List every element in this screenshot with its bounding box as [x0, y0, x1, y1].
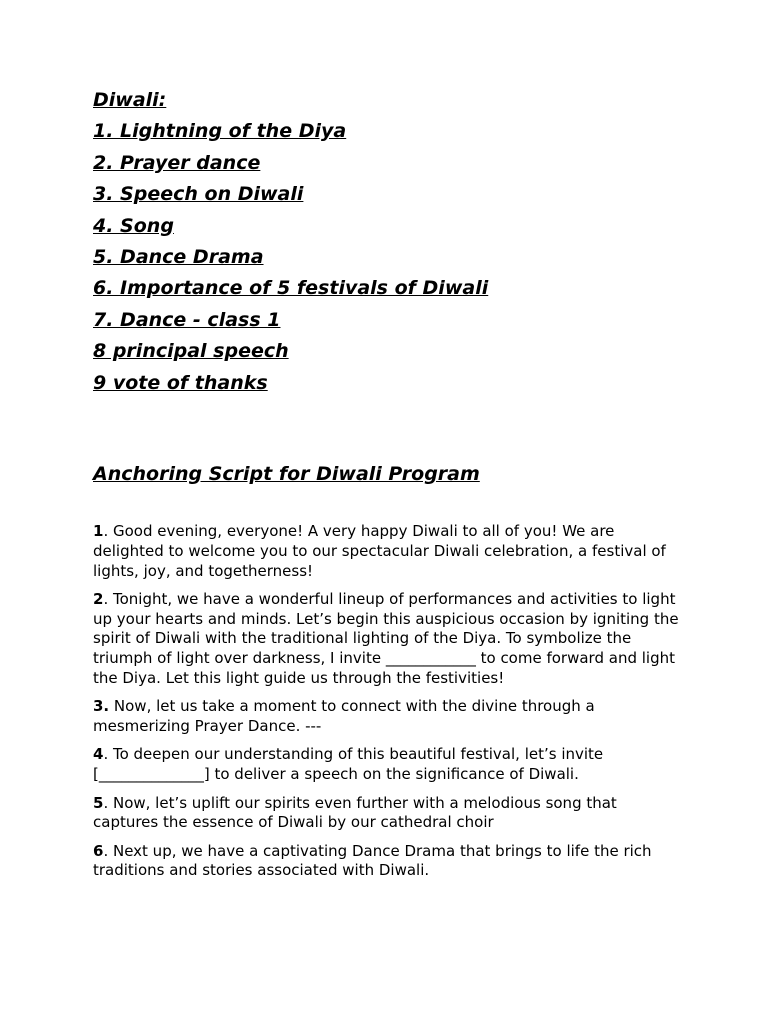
program-heading: Diwali: — [93, 89, 167, 111]
script-paragraph — [93, 745, 683, 785]
script-paragraph — [93, 522, 683, 581]
program-item: 9 vote of thanks — [93, 371, 268, 394]
program-item: 8 principal speech — [93, 340, 289, 363]
program-item: 5. Dance Drama — [93, 246, 264, 269]
script-title: Anchoring Script for Diwali Program — [93, 463, 480, 485]
paragraph-text: . Now, let’s uplift our spirits even further with a melodious song that captures the essence of Diwali by our cathedral choir — [93, 793, 617, 832]
script-paragraph — [93, 794, 683, 834]
script-paragraphs — [93, 522, 683, 890]
paragraph-number: 6 — [93, 841, 104, 860]
paragraph-text: . Tonight, we have a wonderful lineup of performances and activities to light up your hearts and minds. Let’s begin this auspicious occasion by igniting the spirit of Diwali with the traditional lighting of the Diya. To symbolize the triumph of light over darkness, I invite ____________ to come forward and light the Diya. Let this light guide us through the festivities! — [93, 589, 679, 688]
paragraph-text: . Next up, we have a captivating Dance Drama that brings to life the rich traditions and stories associated with Diwali. — [93, 841, 652, 880]
program-item: 7. Dance - class 1 — [93, 308, 281, 331]
script-paragraph — [93, 590, 683, 689]
document-page — [93, 85, 693, 880]
paragraph-number: 2 — [93, 589, 104, 608]
paragraph-text: . Good evening, everyone! A very happy Diwali to all of you! We are delighted to welcome you to our spectacular Diwali celebration, a festival of lights, joy, and togetherness! — [93, 522, 666, 580]
script-paragraph — [93, 697, 683, 737]
program-item: 1. Lightning of the Diya — [93, 120, 347, 143]
paragraph-number: 1 — [93, 522, 104, 540]
program-item: 6. Importance of 5 festivals of Diwali — [93, 277, 489, 300]
paragraph-text: Now, let us take a moment to connect with the divine through a mesmerizing Prayer Dance. --- — [93, 697, 595, 736]
program-item: 3. Speech on Diwali — [93, 183, 304, 206]
paragraph-text: . To deepen our understanding of this beautiful festival, let’s invite [______________] to deliver a speech on the significance of Diwali. — [93, 745, 604, 784]
script-paragraph — [93, 842, 683, 882]
paragraph-number: 5 — [93, 793, 104, 812]
paragraph-number: 3. — [93, 697, 110, 716]
program-item: 4. Song — [93, 214, 174, 237]
paragraph-number: 4 — [93, 745, 104, 764]
program-item: 2. Prayer dance — [93, 151, 261, 174]
program-list — [93, 85, 693, 399]
